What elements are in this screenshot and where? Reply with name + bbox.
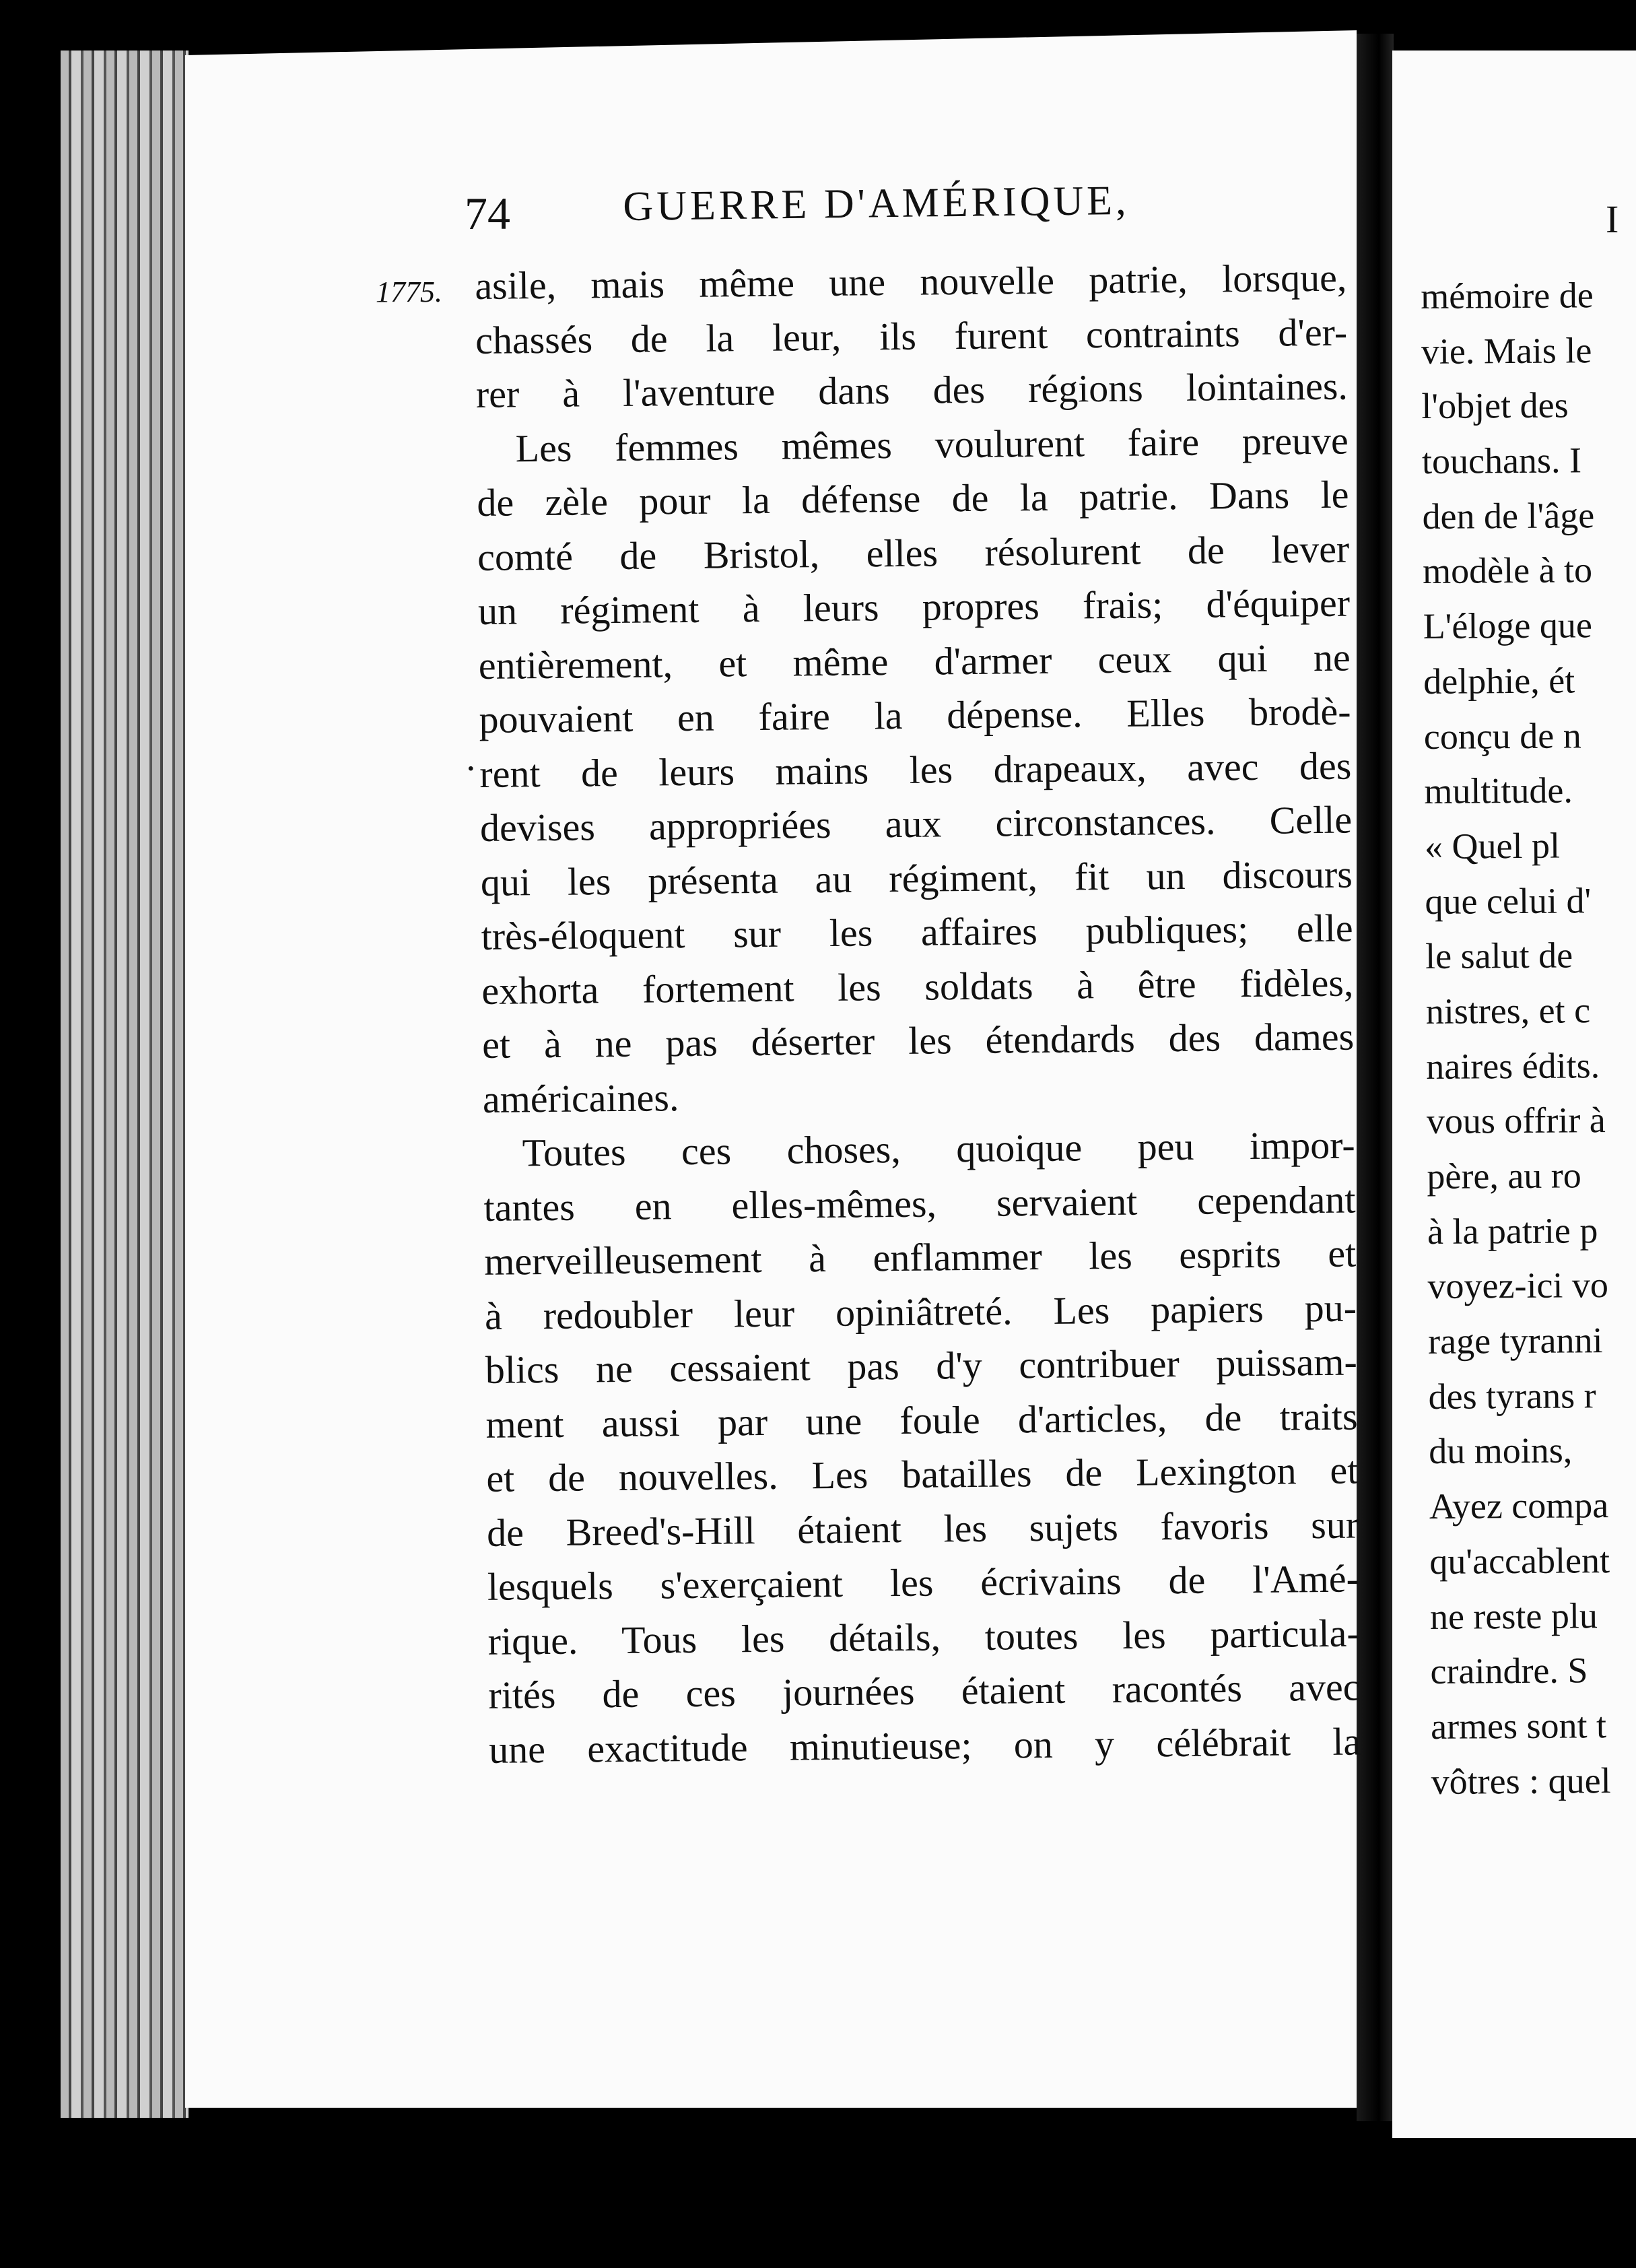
text-line: père, au ro [1427,1155,1581,1197]
text-line: touchans. I [1421,440,1582,482]
text-line: L'éloge que [1423,605,1593,647]
text-line: Ayez compa [1429,1485,1609,1527]
text-line: pouvaient en faire la dépense. Elles brodè- [479,689,1351,741]
right-running-head: I [1606,197,1619,241]
text-line: le salut de [1425,935,1573,977]
text-line: rent de leurs mains les drapeaux, avec des [479,743,1352,796]
right-page-body [1421,268,1636,1809]
text-line: multitude. [1424,770,1573,812]
text-line: asile, mais même une nouvelle patrie, lorsque, [475,255,1347,308]
text-line: rer à l'aventure dans des régions lointaines. [475,364,1349,416]
text-line: de zèle pour la défense de la patrie. Dans le [477,472,1349,525]
text-line: l'objet des [1421,385,1569,427]
text-line: américaines. [482,1075,679,1121]
text-line: que celui d' [1425,879,1592,922]
text-line: rités de ces journées étaient racontés avec [488,1665,1361,1717]
text-line: ment aussi par une foule d'articles, de traits [485,1393,1358,1446]
text-line: tantes en elles-mêmes, servaient cependant [483,1177,1356,1230]
text-line: delphie, ét [1423,660,1575,702]
text-line: « Quel pl [1424,825,1561,867]
text-line: qu'accablent [1429,1539,1610,1582]
text-line: naires édits. [1426,1044,1600,1087]
text-line: Toutes ces choses, quoique peu impor- [522,1123,1355,1175]
text-line: très-éloquent sur les affaires publiques; elle [481,906,1353,958]
text-line: chassés de la leur, ils furent contraints d'er- [475,310,1348,362]
text-line: un régiment à leurs propres frais; d'équiper [477,580,1351,633]
text-line: modèle à to [1422,549,1593,592]
text-line: du moins, [1429,1430,1573,1472]
text-line: voyez-ici vo [1427,1265,1609,1307]
text-line: à la patrie p [1427,1209,1598,1252]
page-edges [61,51,189,2118]
text-line: rage tyranni [1427,1320,1603,1362]
text-line: vie. Mais le [1421,329,1592,372]
text-line: devises appropriées aux circonstances. Celle [479,797,1353,850]
text-line: conçu de n [1423,714,1581,757]
text-line: nistres, et c [1425,990,1591,1032]
text-line: de Breed's-Hill étaient les sujets favoris sur [486,1502,1359,1555]
text-line: Les femmes mêmes voulurent faire preuve [515,418,1349,470]
book-gutter [1357,34,1394,2121]
text-line: mémoire de [1421,275,1594,316]
text-line: qui les présenta au régiment, fit un discours [480,852,1353,904]
margin-dot: · [465,748,477,790]
margin-year: 1775. [376,275,442,308]
text-line: rique. Tous les détails, toutes les particula- [487,1610,1360,1663]
page-number: 74 [465,188,510,239]
text-line: exhorta fortement les soldats à être fidèles, [481,960,1354,1013]
text-line: et de nouvelles. Les batailles de Lexington et [486,1448,1359,1500]
text-line: entièrement, et même d'armer ceux qui ne [478,635,1351,688]
text-line: et à ne pas déserter les étendards des dames [481,1014,1355,1067]
text-line: lesquels s'exerçaient les écrivains de l'Amé- [487,1556,1360,1609]
left-page-body [475,251,1361,1777]
text-line: blics ne cessaient pas d'y contribuer puissam- [485,1339,1358,1392]
text-line: une exactitude minutieuse; on y célébrait la [488,1719,1361,1772]
text-line: ne reste plu [1429,1595,1598,1637]
text-line: des tyrans r [1428,1374,1596,1417]
text-line: merveilleusement à enflammer les esprits et [483,1231,1357,1283]
text-line: à redoubler leur opiniâtreté. Les papiers pu- [484,1285,1357,1338]
text-line: vous offrir à [1426,1100,1606,1142]
text-line: armes sont t [1430,1705,1607,1747]
text-line: comté de Bristol, elles résolurent de lever [477,527,1350,579]
text-line: den de l'âge [1422,494,1595,537]
text-line: vôtres : quel [1431,1760,1611,1802]
running-head: GUERRE D'AMÉRIQUE, [623,177,1130,230]
text-line: craindre. S [1430,1650,1588,1692]
